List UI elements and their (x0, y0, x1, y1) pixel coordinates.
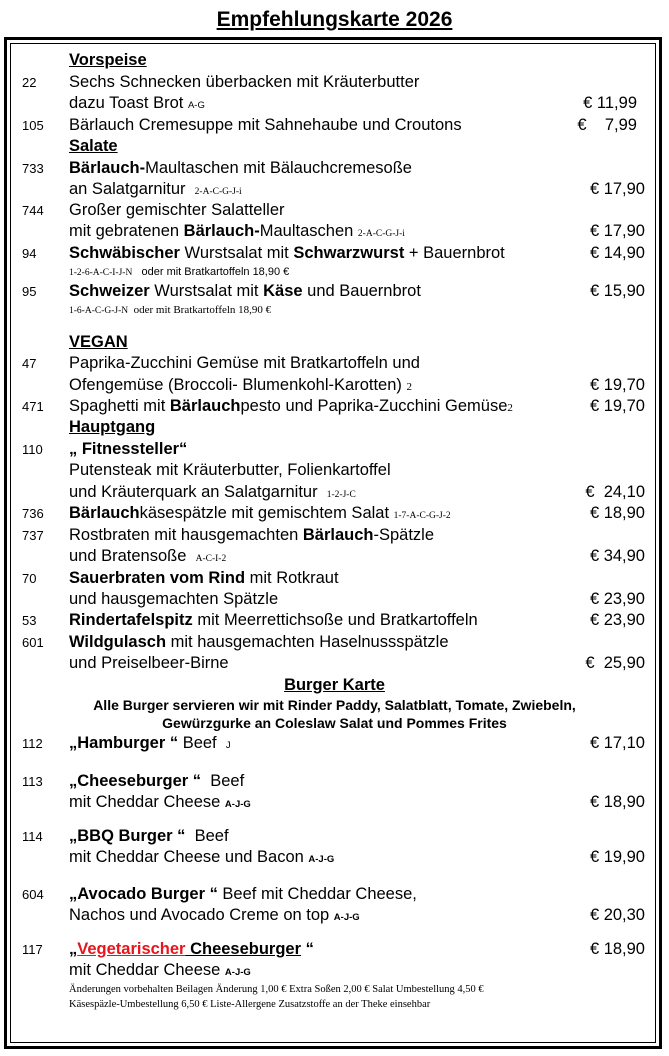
item-desc: Maultaschen (259, 222, 354, 240)
item-desc: mit Cheddar Cheese (69, 961, 221, 979)
item-number: 601 (22, 635, 44, 650)
allergen-codes: 2 (507, 402, 513, 414)
item-highlight: „Avocado Burger “ (69, 885, 218, 903)
item-desc: mit Cheddar Cheese und Bacon (69, 848, 304, 866)
menu-item-604-line2 (0, 905, 669, 926)
menu-item-733 (0, 158, 669, 179)
menu-item-70-line2 (0, 589, 669, 610)
item-highlight: Wildgulasch (69, 633, 167, 651)
item-number: 94 (22, 246, 37, 261)
allergen-codes: 1-2-6-A-C-I-J-N (69, 268, 133, 278)
menu-item-95 (0, 281, 669, 302)
item-highlight: Schwäbischer (69, 244, 180, 262)
item-price: € 19,90 (589, 848, 645, 866)
item-desc: und Preiselbeer-Birne (69, 654, 229, 672)
item-price: € 34,90 (589, 547, 645, 565)
item-desc: Ofengemüse (Broccoli- Blumenkohl-Karotten) (69, 376, 402, 394)
allergen-codes: 1-7-A-C-G-J-2 (393, 511, 451, 521)
item-number: 744 (22, 203, 44, 218)
item-price: € 17,90 (589, 222, 645, 240)
item-highlight: Schweizer (69, 282, 150, 300)
item-desc: mit Meerrettichsoße und Bratkartoffeln (192, 611, 478, 629)
item-desc: Wurstsalat mit (179, 244, 294, 262)
item-desc: an Salatgarnitur (69, 180, 186, 198)
item-highlight: Käse (263, 282, 303, 300)
item-desc: + Bauernbrot (404, 244, 505, 262)
item-highlight: Sauerbraten vom Rind (69, 569, 246, 587)
menu-item-22-line2 (0, 93, 669, 114)
item-desc: dazu Toast Brot (69, 94, 184, 112)
item-desc: käsespätzle mit gemischtem Salat (139, 504, 390, 522)
allergen-codes: A-J-G (333, 912, 360, 923)
menu-item-94 (0, 243, 669, 264)
allergen-codes: A-C-I-2 (195, 554, 227, 564)
menu-item-117 (0, 939, 669, 960)
item-number: 733 (22, 161, 44, 176)
item-price: € 15,90 (589, 282, 645, 300)
menu-item-744 (0, 200, 669, 221)
allergen-codes: J (225, 740, 231, 751)
item-desc: Spaghetti mit (69, 397, 170, 415)
item-desc: Großer gemischter Salatteller (69, 201, 285, 219)
item-price: € 11,99 (583, 94, 637, 112)
quote-open: „ (69, 940, 78, 958)
item-desc: Beef (178, 734, 217, 752)
item-price: € 19,70 (589, 397, 645, 415)
item-highlight: Bärlauch (302, 526, 374, 544)
menu-item-733-line2 (0, 179, 669, 200)
item-desc: und hausgemachten Spätzle (69, 590, 279, 608)
item-desc: Beef (185, 827, 229, 845)
item-note: oder mit Bratkartoffeln 18,90 € (133, 304, 272, 316)
allergen-codes: A-J-G (224, 967, 251, 978)
item-highlight-red: Vegetarischer (77, 940, 186, 958)
item-price: € 23,90 (589, 590, 645, 608)
item-desc: Beef (201, 772, 245, 790)
item-number: 47 (22, 356, 37, 371)
item-number: 70 (22, 571, 37, 586)
item-highlight: Bärlauch- (69, 159, 146, 177)
item-number: 105 (22, 118, 44, 133)
menu-item-110-line2 (0, 460, 669, 481)
item-highlight: Cheeseburger (185, 940, 302, 958)
item-price: € 25,90 (585, 654, 645, 672)
menu-item-601-line2 (0, 653, 669, 674)
item-price: € 20,30 (589, 906, 645, 924)
item-number: 604 (22, 887, 44, 902)
item-note: oder mit Bratkartoffeln 18,90 € (141, 266, 290, 278)
section-heading-salate: Salate (69, 137, 118, 155)
menu-item-53 (0, 610, 669, 631)
burger-info-line2: Gewürzgurke an Coleslaw Salat und Pommes Frites (162, 715, 507, 731)
item-highlight: „ Fitnessteller“ (69, 440, 188, 458)
item-highlight: Rindertafelspitz (69, 611, 193, 629)
menu-item-736 (0, 503, 669, 524)
item-desc: Putensteak mit Kräuterbutter, Folienkartoffel (69, 461, 391, 479)
menu-item-604 (0, 884, 669, 905)
allergen-codes: 2-A-C-G-J-i (357, 229, 405, 239)
item-number: 471 (22, 399, 44, 414)
menu-item-113 (0, 771, 669, 792)
item-desc: Maultaschen mit Bälauchcremesoße (145, 159, 412, 177)
item-price: € 24,10 (585, 483, 645, 501)
menu-item-744-line2 (0, 221, 669, 242)
allergen-codes: A-G (187, 100, 205, 111)
item-desc: Wurstsalat mit (149, 282, 264, 300)
item-number: 736 (22, 506, 44, 521)
item-price: € 7,99 (577, 116, 637, 134)
item-desc: mit Rotkraut (245, 569, 339, 587)
item-number: 53 (22, 613, 37, 628)
item-desc: mit gebratenen (69, 222, 184, 240)
menu-item-112 (0, 733, 669, 754)
section-heading-hauptgang: Hauptgang (69, 418, 156, 436)
allergen-codes: 1-2-J-C (326, 490, 356, 500)
item-price: € 18,90 (589, 940, 645, 958)
item-price: € 23,90 (589, 611, 645, 629)
item-highlight: Bärlauch (169, 397, 241, 415)
menu-item-737-line2 (0, 546, 669, 567)
item-number: 112 (22, 736, 43, 751)
item-desc: Rostbraten mit hausgemachten (69, 526, 303, 544)
item-desc: pesto und Paprika-Zucchini Gemüse (240, 397, 508, 415)
item-number: 95 (22, 284, 37, 299)
footer-note-line1: Änderungen vorbehalten Beilagen Änderung 1,00 € Extra Soßen 2,00 € Salat Umbestellung 4,50 € (69, 984, 484, 995)
burger-info-line1: Alle Burger servieren wir mit Rinder Paddy, Salatblatt, Tomate, Zwiebeln, (93, 697, 576, 713)
item-desc: Paprika-Zucchini Gemüse mit Bratkartoffeln und (69, 354, 420, 372)
menu-item-113-line2 (0, 792, 669, 813)
item-highlight: Bärlauch (69, 504, 140, 522)
item-highlight: „Cheeseburger “ (69, 772, 202, 790)
item-price: € 14,90 (589, 244, 645, 262)
quote-close: “ (301, 940, 314, 958)
item-highlight: „BBQ Burger “ (69, 827, 186, 845)
item-desc: Bärlauch Cremesuppe mit Sahnehaube und Croutons (69, 116, 462, 134)
item-price: € 18,90 (589, 793, 645, 811)
section-heading-vorspeise: Vorspeise (69, 51, 147, 69)
menu-item-471 (0, 396, 669, 417)
page-title: Empfehlungskarte 2026 (216, 8, 453, 31)
menu-item-601 (0, 632, 669, 653)
item-price: € 19,70 (589, 376, 645, 394)
menu-item-114 (0, 826, 669, 847)
menu-item-110-line3 (0, 482, 669, 503)
item-desc: mit hausgemachten Haselnussspätzle (166, 633, 449, 651)
menu-item-70 (0, 568, 669, 589)
allergen-codes: A-J-G (224, 799, 251, 810)
section-heading-vegan: VEGAN (69, 333, 128, 351)
allergen-codes: 1-6-A-C-G-J-N (69, 306, 129, 316)
item-highlight: Schwarzwurst (293, 244, 405, 262)
item-number: 117 (22, 942, 43, 957)
item-number: 114 (22, 829, 43, 844)
item-number: 737 (22, 528, 44, 543)
item-desc: und Kräuterquark an Salatgarnitur (69, 483, 318, 501)
menu-item-737 (0, 525, 669, 546)
item-price: € 18,90 (589, 504, 645, 522)
item-desc: Beef mit Cheddar Cheese, (217, 885, 417, 903)
menu-item-110 (0, 439, 669, 460)
item-desc: Nachos und Avocado Creme on top (69, 906, 330, 924)
allergen-codes: 2 (406, 381, 412, 393)
allergen-codes: 2-A-C-G-J-i (194, 187, 242, 197)
menu-item-117-line2 (0, 960, 669, 981)
item-highlight: „Hamburger “ (69, 734, 179, 752)
item-number: 110 (22, 442, 43, 457)
item-number: 113 (22, 774, 43, 789)
item-price: € 17,90 (589, 180, 645, 198)
item-price: € 17,10 (589, 734, 645, 752)
item-highlight: Bärlauch- (183, 222, 260, 240)
item-desc: und Bratensoße (69, 547, 187, 565)
menu-item-22 (0, 72, 669, 93)
item-desc: mit Cheddar Cheese (69, 793, 221, 811)
menu-item-47-line2 (0, 375, 669, 396)
item-desc: -Spätzle (373, 526, 435, 544)
menu-item-105 (0, 115, 669, 136)
item-desc: Sechs Schnecken überbacken mit Kräuterbutter (69, 73, 420, 91)
footer-note-line2: Käsespäzle-Umbestellung 6,50 € Liste-Allergene Zusatzstoffe an der Theke einsehbar (69, 999, 431, 1010)
allergen-codes: A-J-G (308, 854, 335, 865)
section-heading-burger: Burger Karte (284, 676, 385, 694)
menu-item-94-note (69, 265, 289, 280)
item-desc: und Bauernbrot (302, 282, 421, 300)
menu-item-47 (0, 353, 669, 374)
menu-item-95-note (69, 303, 271, 318)
menu-item-114-line2 (0, 847, 669, 868)
item-number: 22 (22, 75, 37, 90)
